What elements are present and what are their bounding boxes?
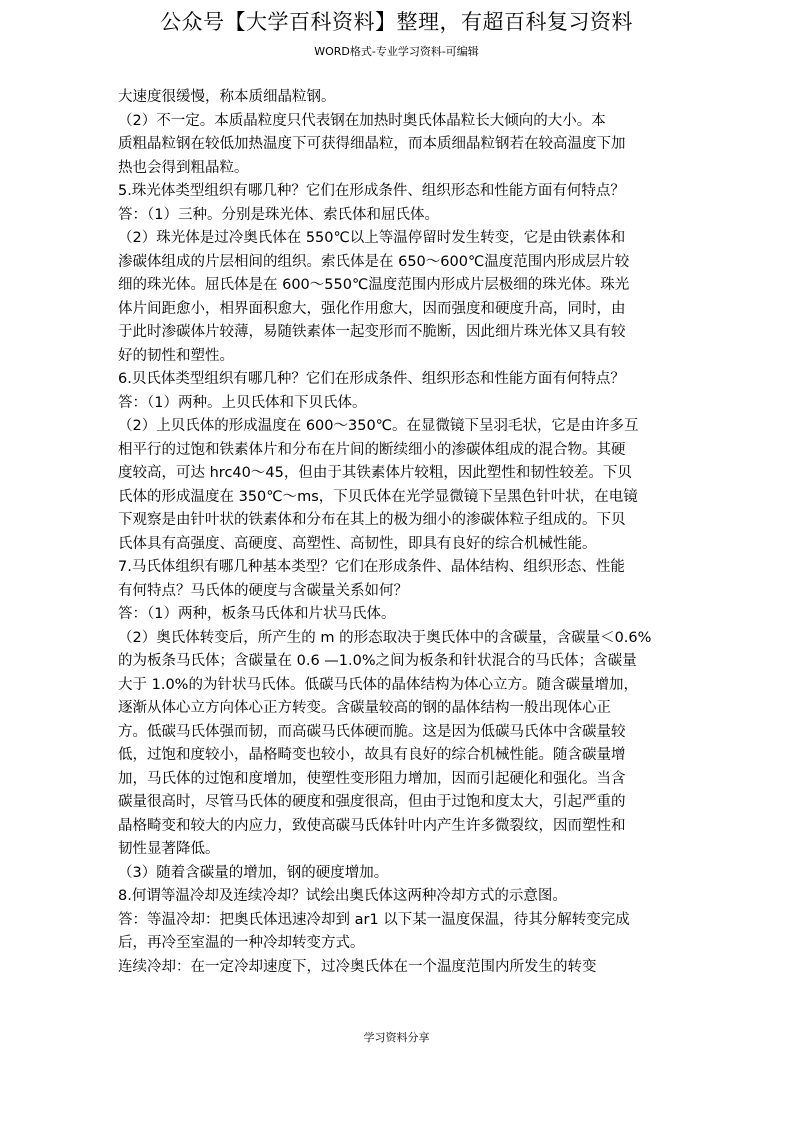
text-line: 热也会得到粗晶粒。 [118,159,249,176]
text-line: 晶格畸变和较大的内应力，致使高碳马氏体针叶内产生许多微裂纹，因而塑性和 [118,817,626,834]
text-line: 好的韧性和塑性。 [118,347,234,364]
header-title: 公众号【大学百科资料】整理，有超百科复习资料 [160,10,633,34]
text-line: 后，再冷至室温的一种冷却转变方式。 [118,935,365,951]
question-heading: 7.马氏体组织有哪几种基本类型？它们在形成条件、晶体结构、组织形态、性能 [118,559,625,575]
question-heading: 5.珠光体类型组织有哪几种？它们在形成条件、组织形态和性能方面有何特点？ [118,183,625,199]
text-line: 答：（1）两种。上贝氏体和下贝氏体。 [118,394,367,411]
text-line: 体片间距愈小，相界面积愈大，强化作用愈大，因而强度和硬度升高，同时，由 [118,300,626,317]
text-line: 质粗晶粒钢在较低加热温度下可获得细晶粒，而本质细晶粒钢若在较高温度下加 [118,136,626,152]
text-line: 有何特点？马氏体的硬度与含碳量关系如何？ [118,582,408,599]
page-footer: 学习资料分享 [363,1031,430,1044]
text-line: 低，过饱和度较小，晶格畸变也较小，故具有良好的综合机械性能。随含碳量增 [118,747,626,763]
text-line: 答：（1）三种。分别是珠光体、索氏体和屈氏体。 [118,206,439,223]
text-line: （2）奥氏体转变后，所产生的 m 的形态取决于奥氏体中的含碳量，含碳量＜0.6% [118,629,652,646]
text-line: 大于 1.0%的为针状马氏体。低碳马氏体的晶体结构为体心立方。随含碳量增加， [118,676,638,693]
text-line: 的为板条马氏体；含碳量在 0.6 —1.0%之间为板条和针状混合的马氏体；含碳量 [118,653,637,669]
text-line: （2）上贝氏体的形成温度在 600～350℃。在显微镜下呈羽毛状，它是由许多互 [118,418,639,434]
text-line: 氏体具有高强度、高硬度、高塑性、高韧性，即具有良好的综合机械性能。 [118,535,597,552]
text-line: 加，马氏体的过饱和度增加，使塑性变形阻力增加，因而引起硬化和强化。当含 [118,770,626,787]
text-line: 细的珠光体。屈氏体是在 600～550℃温度范围内形成片层极细的珠光体。珠光 [118,277,630,293]
text-line: 碳量很高时，尽管马氏体的硬度和强度很高，但由于过饱和度太大，引起严重的 [118,794,626,810]
text-line: 下观察是由针叶状的铁素体和分布在其上的极为细小的渗碳体粒子组成的。下贝 [118,512,626,528]
text-line: 连续冷却：在一定冷却速度下，过冷奥氏体在一个温度范围内所发生的转变 [118,958,597,975]
question-heading: 6.贝氏体类型组织有哪几种？它们在形成条件、组织形态和性能方面有何特点？ [118,371,625,387]
text-line: （2）不一定。本质晶粒度只代表钢在加热时奥氏体晶粒长大倾向的大小。本 [118,112,606,129]
document-body [118,86,680,979]
text-line: 韧性显著降低。 [118,841,220,857]
text-line: （3）随着含碳量的增加，钢的硬度增加。 [118,864,389,881]
text-line: 于此时渗碳体片较薄，易随铁素体一起变形而不脆断，因此细片珠光体又具有较 [118,324,626,340]
question-heading: 8.何谓等温冷却及连续冷却？试绘出奥氏体这两种冷却方式的示意图。 [118,888,567,904]
text-line: 答：等温冷却：把奥氏体迅速冷却到 ar1 以下某一温度保温，待其分解转变完成 [118,911,630,928]
text-line: 氏体的形成温度在 350℃～ms，下贝氏体在光学显微镜下呈黑色针叶状，在电镜 [118,488,638,505]
text-line: 相平行的过饱和铁素体片和分布在片间的断续细小的渗碳体组成的混合物。其硬 [118,441,626,458]
text-line: 大速度很缓慢，称本质细晶粒钢。 [118,89,336,105]
text-line: 逐渐从体心立方向体心正方转变。含碳量较高的钢的晶体结构一般出现体心正 [118,700,611,716]
text-line: （2）珠光体是过冷奥氏体在 550℃以上等温停留时发生转变，它是由铁素体和 [118,230,626,246]
text-line: 渗碳体组成的片层相间的组织。索氏体是在 650～600℃温度范围内形成层片较 [118,253,630,270]
text-line: 答：（1）两种，板条马氏体和片状马氏体。 [118,606,396,622]
text-line: 度较高，可达 hrc40～45，但由于其铁素体片较粗，因此塑性和韧性较差。下贝 [118,465,632,481]
text-line: 方。低碳马氏体强而韧，而高碳马氏体硬而脆。这是因为低碳马氏体中含碳量较 [118,723,626,740]
header-subtitle: WORD格式-专业学习资料-可编辑 [314,45,479,58]
